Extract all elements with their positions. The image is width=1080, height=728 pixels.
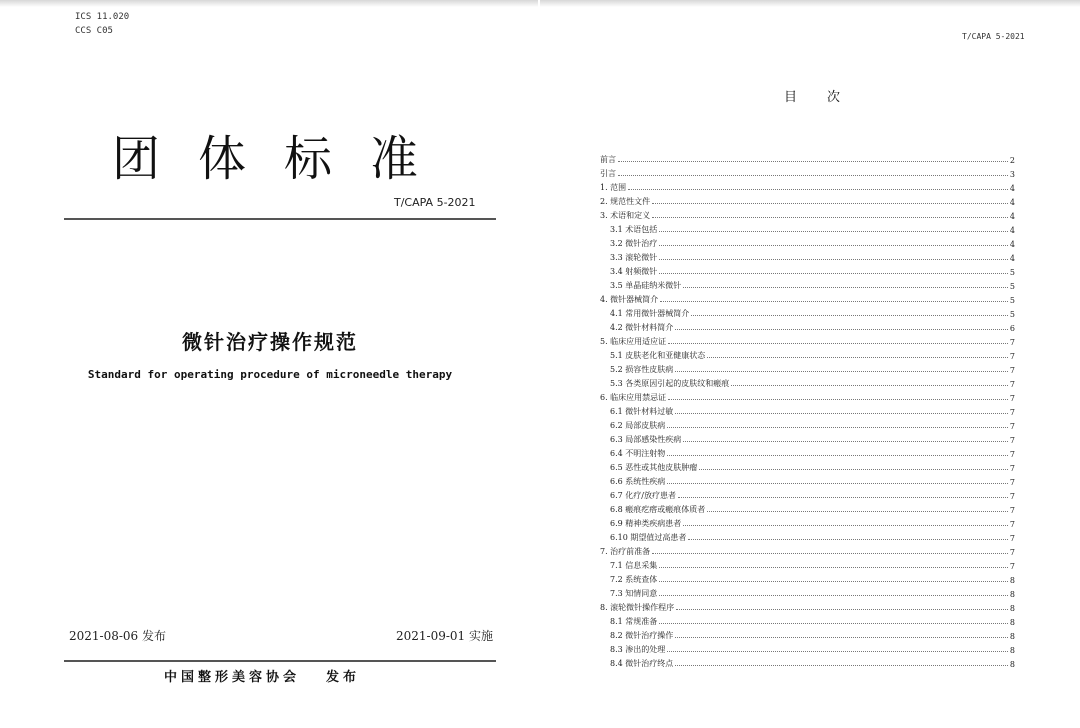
toc-entry xyxy=(600,347,1015,361)
toc-entry-page: 7 xyxy=(1009,338,1015,347)
toc-entry-label: 3.5 单晶硅纳米微针 xyxy=(610,281,682,290)
toc-entry-page: 7 xyxy=(1009,534,1015,543)
toc-leader-dots xyxy=(667,483,1008,484)
toc-leader-dots xyxy=(659,623,1008,624)
toc-entry-label: 2. 规范性文件 xyxy=(600,197,651,206)
toc-entry xyxy=(600,641,1015,655)
toc-entry-page: 4 xyxy=(1009,240,1015,249)
toc-entry xyxy=(600,543,1015,557)
toc-entry-label: 6.9 精神类疾病患者 xyxy=(610,519,682,528)
toc-entry-label: 6.1 微针材料过敏 xyxy=(610,407,674,416)
toc-entry-page: 7 xyxy=(1009,450,1015,459)
standard-number: T/CAPA 5-2021 xyxy=(394,196,476,209)
toc-entry-label: 7.3 知情同意 xyxy=(610,589,658,598)
issuer-action: 发布 xyxy=(326,670,361,685)
toc-entry xyxy=(600,501,1015,515)
toc-entry-label: 4.1 常用微针器械简介 xyxy=(610,309,690,318)
toc-entry xyxy=(600,305,1015,319)
toc-entry-page: 5 xyxy=(1009,296,1015,305)
toc-entry-label: 7.1 信息采集 xyxy=(610,561,658,570)
toc-leader-dots xyxy=(628,189,1008,190)
toc-entry xyxy=(600,151,1015,165)
toc-entry xyxy=(600,585,1015,599)
toc-entry-page: 2 xyxy=(1009,156,1015,165)
standard-type-heading: 团体标准 xyxy=(112,131,457,187)
toc-leader-dots xyxy=(699,469,1008,470)
implement-date: 2021-09-01 实施 xyxy=(396,629,494,643)
toc-entry xyxy=(600,221,1015,235)
toc-entry-label: 引言 xyxy=(600,169,616,178)
toc-entry-page: 7 xyxy=(1009,562,1015,571)
document-title-chinese: 微针治疗操作规范 xyxy=(182,330,358,354)
toc-entry xyxy=(600,417,1015,431)
toc-entry-page: 4 xyxy=(1009,184,1015,193)
toc-entry xyxy=(600,333,1015,347)
toc-leader-dots xyxy=(675,413,1008,414)
toc-entry xyxy=(600,291,1015,305)
document-title-english: Standard for operating procedure of microneedle therapy xyxy=(87,368,453,381)
toc-entry-label: 6.8 瘢痕疙瘩或瘢痕体质者 xyxy=(610,505,706,514)
toc-entry-page: 7 xyxy=(1009,492,1015,501)
toc-entry-page: 7 xyxy=(1009,380,1015,389)
toc-entry-label: 前言 xyxy=(600,155,616,164)
ics-code: ICS 11.020 xyxy=(75,12,130,22)
toc-entry-label: 6.4 不明注射物 xyxy=(610,449,666,458)
toc-entry xyxy=(600,599,1015,613)
toc-entry-label: 8.2 微针治疗操作 xyxy=(610,631,674,640)
toc-entry xyxy=(600,277,1015,291)
toc-leader-dots xyxy=(667,427,1008,428)
toc-entry-label: 3.3 滚轮微针 xyxy=(610,253,658,262)
toc-leader-dots xyxy=(683,441,1008,442)
page-top-edge xyxy=(540,0,1080,7)
toc-entry-label: 6.6 系统性疾病 xyxy=(610,477,666,486)
toc-leader-dots xyxy=(678,497,1008,498)
toc-entry-page: 4 xyxy=(1009,198,1015,207)
toc-entry xyxy=(600,165,1015,179)
toc-entry xyxy=(600,235,1015,249)
toc-leader-dots xyxy=(731,385,1008,386)
toc-entry-label: 4. 微针器械简介 xyxy=(600,295,659,304)
toc-entry xyxy=(600,193,1015,207)
toc-entry-label: 5.1 皮肤老化和亚健康状态 xyxy=(610,351,706,360)
toc-entry-label: 3.2 微针治疗 xyxy=(610,239,658,248)
toc-entry-label: 8.3 渗出的处理 xyxy=(610,645,666,654)
toc-entry-page: 7 xyxy=(1009,394,1015,403)
toc-entry-page: 7 xyxy=(1009,478,1015,487)
toc-leader-dots xyxy=(675,665,1008,666)
toc-entry-label: 8. 滚轮微针操作程序 xyxy=(600,603,675,612)
toc-leader-dots xyxy=(652,203,1008,204)
toc-entry-label: 7.2 系统查体 xyxy=(610,575,658,584)
toc-leader-dots xyxy=(691,315,1008,316)
toc-entry-label: 7. 治疗前准备 xyxy=(600,547,651,556)
toc-entry-page: 5 xyxy=(1009,268,1015,277)
toc-leader-dots xyxy=(652,553,1008,554)
toc-leader-dots xyxy=(667,651,1008,652)
toc-list xyxy=(600,151,1015,669)
toc-entry-page: 7 xyxy=(1009,520,1015,529)
toc-entry xyxy=(600,263,1015,277)
toc-entry-label: 3.1 术语包括 xyxy=(610,225,658,234)
toc-entry-page: 7 xyxy=(1009,422,1015,431)
toc-leader-dots xyxy=(659,231,1008,232)
toc-leader-dots xyxy=(652,217,1008,218)
toc-entry xyxy=(600,487,1015,501)
toc-leader-dots xyxy=(660,301,1008,302)
toc-title: 目次 xyxy=(784,90,871,105)
toc-entry-label: 6. 临床应用禁忌证 xyxy=(600,393,667,402)
toc-leader-dots xyxy=(659,245,1008,246)
toc-entry-label: 3. 术语和定义 xyxy=(600,211,651,220)
bottom-divider xyxy=(64,660,496,662)
toc-entry-page: 4 xyxy=(1009,212,1015,221)
toc-entry xyxy=(600,403,1015,417)
toc-entry xyxy=(600,431,1015,445)
toc-leader-dots xyxy=(675,329,1008,330)
toc-entry-page: 3 xyxy=(1009,170,1015,179)
toc-entry xyxy=(600,207,1015,221)
toc-standard-number: T/CAPA 5-2021 xyxy=(962,32,1025,41)
toc-entry xyxy=(600,515,1015,529)
toc-entry-label: 8.4 微针治疗终点 xyxy=(610,659,674,668)
toc-entry-page: 7 xyxy=(1009,408,1015,417)
toc-leader-dots xyxy=(618,161,1008,162)
toc-entry-page: 7 xyxy=(1009,464,1015,473)
toc-entry-page: 8 xyxy=(1009,632,1015,641)
toc-leader-dots xyxy=(618,175,1008,176)
toc-entry xyxy=(600,179,1015,193)
toc-leader-dots xyxy=(675,637,1008,638)
issuer-line xyxy=(164,666,360,685)
toc-leader-dots xyxy=(676,609,1008,610)
toc-entry xyxy=(600,361,1015,375)
toc-entry-label: 6.5 恶性或其他皮肤肿瘤 xyxy=(610,463,698,472)
toc-entry-page: 8 xyxy=(1009,660,1015,669)
toc-entry-page: 7 xyxy=(1009,436,1015,445)
ccs-code: CCS C05 xyxy=(75,26,113,36)
toc-entry-label: 3.4 射频微针 xyxy=(610,267,658,276)
toc-entry-label: 6.7 化疗/放疗患者 xyxy=(610,491,676,500)
toc-entry-page: 7 xyxy=(1009,366,1015,375)
toc-entry-label: 5. 临床应用适应证 xyxy=(600,337,667,346)
toc-leader-dots xyxy=(659,581,1008,582)
toc-leader-dots xyxy=(683,525,1008,526)
toc-leader-dots xyxy=(659,273,1008,274)
toc-entry xyxy=(600,319,1015,333)
issuer-name: 中国整形美容协会 xyxy=(164,670,301,685)
toc-entry xyxy=(600,459,1015,473)
page-top-edge xyxy=(0,0,540,7)
toc-leader-dots xyxy=(683,287,1008,288)
toc-entry-label: 6.3 局部感染性疾病 xyxy=(610,435,682,444)
toc-entry-page: 5 xyxy=(1009,282,1015,291)
toc-leader-dots xyxy=(667,455,1008,456)
toc-leader-dots xyxy=(707,357,1008,358)
toc-entry xyxy=(600,571,1015,585)
toc-entry-page: 7 xyxy=(1009,506,1015,515)
toc-leader-dots xyxy=(668,343,1008,344)
toc-entry xyxy=(600,655,1015,669)
toc-leader-dots xyxy=(659,259,1008,260)
table-of-contents-page xyxy=(540,0,1080,728)
toc-entry-label: 5.2 损容性皮肤病 xyxy=(610,365,674,374)
toc-entry-page: 8 xyxy=(1009,590,1015,599)
toc-leader-dots xyxy=(659,595,1008,596)
toc-entry-label: 6.10 期望值过高患者 xyxy=(610,533,687,542)
toc-entry-label: 4.2 微针材料简介 xyxy=(610,323,674,332)
toc-entry-page: 8 xyxy=(1009,646,1015,655)
toc-entry-label: 5.3 各类原因引起的皮肤纹和瘢痕 xyxy=(610,379,730,388)
toc-leader-dots xyxy=(659,567,1008,568)
toc-entry-label: 1. 范围 xyxy=(600,183,627,192)
toc-entry-page: 8 xyxy=(1009,618,1015,627)
toc-entry xyxy=(600,375,1015,389)
toc-entry-page: 7 xyxy=(1009,548,1015,557)
toc-entry xyxy=(600,627,1015,641)
toc-entry-label: 6.2 局部皮肤病 xyxy=(610,421,666,430)
top-divider xyxy=(64,218,496,220)
toc-leader-dots xyxy=(688,539,1008,540)
toc-entry-page: 4 xyxy=(1009,254,1015,263)
toc-entry-label: 8.1 常规准备 xyxy=(610,617,658,626)
toc-leader-dots xyxy=(675,371,1008,372)
toc-leader-dots xyxy=(668,399,1008,400)
toc-entry-page: 5 xyxy=(1009,310,1015,319)
toc-entry xyxy=(600,389,1015,403)
toc-entry xyxy=(600,529,1015,543)
toc-leader-dots xyxy=(707,511,1008,512)
publish-date: 2021-08-06 发布 xyxy=(69,629,167,643)
toc-entry-page: 8 xyxy=(1009,576,1015,585)
toc-entry xyxy=(600,613,1015,627)
toc-entry xyxy=(600,557,1015,571)
toc-entry-page: 6 xyxy=(1009,324,1015,333)
toc-entry-page: 4 xyxy=(1009,226,1015,235)
toc-entry xyxy=(600,445,1015,459)
toc-entry-page: 8 xyxy=(1009,604,1015,613)
toc-entry xyxy=(600,249,1015,263)
toc-entry xyxy=(600,473,1015,487)
toc-entry-page: 7 xyxy=(1009,352,1015,361)
